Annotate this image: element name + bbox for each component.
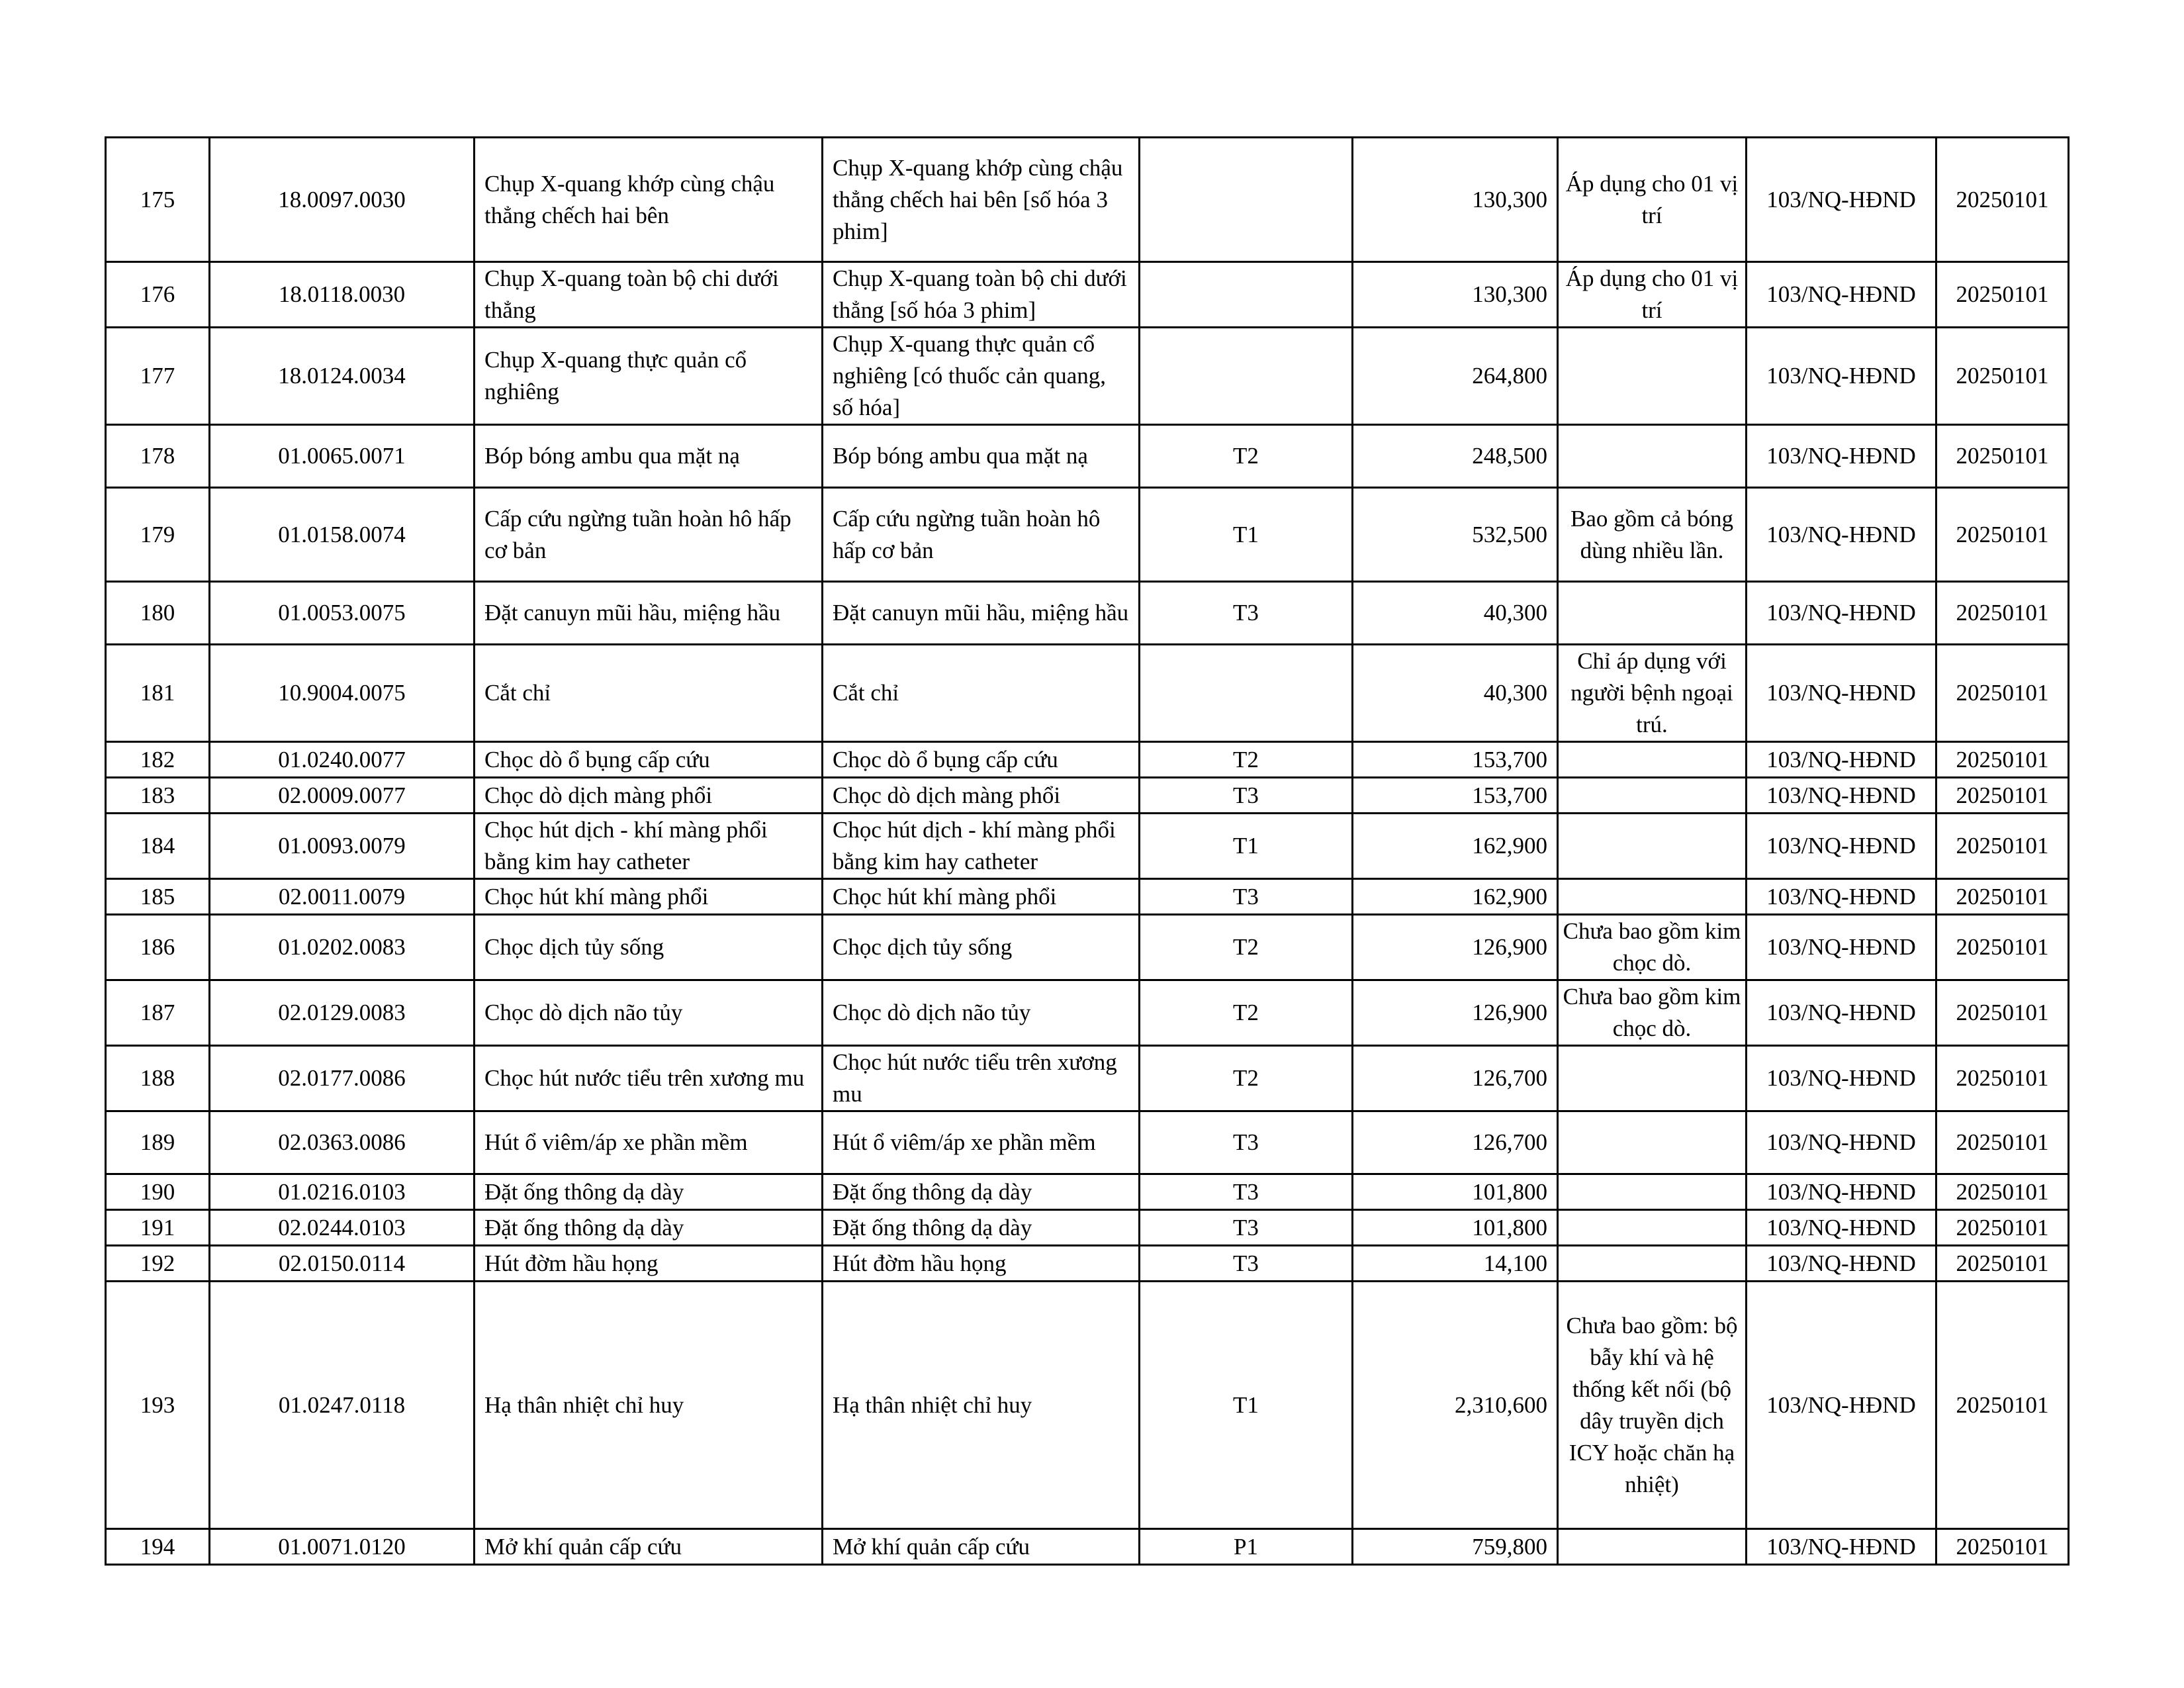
- service-price: 153,700: [1353, 742, 1558, 778]
- decision-number: 103/NQ-HĐND: [1747, 778, 1936, 814]
- row-number: 179: [106, 488, 210, 582]
- procedure-class: T3: [1140, 1210, 1353, 1246]
- service-code: 02.0011.0079: [210, 879, 475, 915]
- service-price: 126,700: [1353, 1111, 1558, 1174]
- service-price: 264,800: [1353, 328, 1558, 425]
- procedure-class: [1140, 262, 1353, 328]
- service-note: Chỉ áp dụng với người bệnh ngoại trú.: [1558, 645, 1747, 742]
- service-name: Chọc dò dịch màng phổi: [475, 778, 823, 814]
- procedure-class: T2: [1140, 980, 1353, 1046]
- service-code: 01.0071.0120: [210, 1529, 475, 1565]
- service-name-detail: Đặt canuyn mũi hầu, miệng hầu: [823, 582, 1140, 645]
- procedure-class: P1: [1140, 1529, 1353, 1565]
- service-name: Đặt canuyn mũi hầu, miệng hầu: [475, 582, 823, 645]
- service-note: [1558, 879, 1747, 915]
- service-name-detail: Chọc hút nước tiểu trên xương mu: [823, 1046, 1140, 1111]
- table-row: [106, 879, 2069, 915]
- effective-date: 20250101: [1936, 582, 2069, 645]
- decision-number: 103/NQ-HĐND: [1747, 1246, 1936, 1282]
- effective-date: 20250101: [1936, 980, 2069, 1046]
- service-name-detail: Chọc hút khí màng phổi: [823, 879, 1140, 915]
- service-name: Chọc hút khí màng phổi: [475, 879, 823, 915]
- service-name-detail: Bóp bóng ambu qua mặt nạ: [823, 425, 1140, 488]
- service-note: [1558, 742, 1747, 778]
- table-row: [106, 645, 2069, 742]
- effective-date: 20250101: [1936, 879, 2069, 915]
- procedure-class: T1: [1140, 488, 1353, 582]
- service-name-detail: Đặt ống thông dạ dày: [823, 1210, 1140, 1246]
- service-price: 14,100: [1353, 1246, 1558, 1282]
- service-code: 18.0097.0030: [210, 138, 475, 262]
- decision-number: 103/NQ-HĐND: [1747, 425, 1936, 488]
- row-number: 186: [106, 915, 210, 980]
- row-number: 183: [106, 778, 210, 814]
- service-name: Cấp cứu ngừng tuần hoàn hô hấp cơ bản: [475, 488, 823, 582]
- row-number: 182: [106, 742, 210, 778]
- row-number: 184: [106, 814, 210, 879]
- service-name: Đặt ống thông dạ dày: [475, 1174, 823, 1210]
- effective-date: 20250101: [1936, 1046, 2069, 1111]
- service-note: Chưa bao gồm kim chọc dò.: [1558, 915, 1747, 980]
- effective-date: 20250101: [1936, 645, 2069, 742]
- table-row: [106, 582, 2069, 645]
- effective-date: 20250101: [1936, 742, 2069, 778]
- service-note: Chưa bao gồm: bộ bẫy khí và hệ thống kết nối (bộ dây truyền dịch ICY hoặc chăn hạ nhiệt): [1558, 1282, 1747, 1529]
- decision-number: 103/NQ-HĐND: [1747, 582, 1936, 645]
- procedure-class: T2: [1140, 1046, 1353, 1111]
- effective-date: 20250101: [1936, 138, 2069, 262]
- table-row: [106, 1529, 2069, 1565]
- service-name: Hạ thân nhiệt chỉ huy: [475, 1282, 823, 1529]
- row-number: 175: [106, 138, 210, 262]
- service-price: 40,300: [1353, 582, 1558, 645]
- procedure-class: [1140, 138, 1353, 262]
- service-code: 01.0202.0083: [210, 915, 475, 980]
- service-code: 02.0244.0103: [210, 1210, 475, 1246]
- service-name-detail: Đặt ống thông dạ dày: [823, 1174, 1140, 1210]
- service-code: 01.0240.0077: [210, 742, 475, 778]
- service-note: Chưa bao gồm kim chọc dò.: [1558, 980, 1747, 1046]
- effective-date: 20250101: [1936, 778, 2069, 814]
- service-name-detail: Chọc dò dịch não tủy: [823, 980, 1140, 1046]
- service-code: 02.0129.0083: [210, 980, 475, 1046]
- table-row: [106, 1174, 2069, 1210]
- service-name-detail: Chụp X-quang khớp cùng chậu thẳng chếch hai bên [số hóa 3 phim]: [823, 138, 1140, 262]
- service-name-detail: Mở khí quản cấp cứu: [823, 1529, 1140, 1565]
- procedure-class: T2: [1140, 742, 1353, 778]
- service-name-detail: Chọc dò ổ bụng cấp cứu: [823, 742, 1140, 778]
- service-name: Chụp X-quang khớp cùng chậu thẳng chếch hai bên: [475, 138, 823, 262]
- table-row: [106, 778, 2069, 814]
- effective-date: 20250101: [1936, 1111, 2069, 1174]
- effective-date: 20250101: [1936, 814, 2069, 879]
- service-name-detail: Chọc hút dịch - khí màng phổi bằng kim hay catheter: [823, 814, 1140, 879]
- decision-number: 103/NQ-HĐND: [1747, 742, 1936, 778]
- service-price: 532,500: [1353, 488, 1558, 582]
- procedure-class: T2: [1140, 915, 1353, 980]
- price-table: [105, 136, 2070, 1566]
- table-row: [106, 328, 2069, 425]
- service-price: 40,300: [1353, 645, 1558, 742]
- service-name-detail: Chụp X-quang thực quản cổ nghiêng [có thuốc cản quang, số hóa]: [823, 328, 1140, 425]
- service-name: Chọc hút nước tiểu trên xương mu: [475, 1046, 823, 1111]
- row-number: 187: [106, 980, 210, 1046]
- service-code: 18.0124.0034: [210, 328, 475, 425]
- service-name-detail: Chụp X-quang toàn bộ chi dưới thẳng [số hóa 3 phim]: [823, 262, 1140, 328]
- table-row: [106, 814, 2069, 879]
- service-code: 02.0009.0077: [210, 778, 475, 814]
- decision-number: 103/NQ-HĐND: [1747, 1174, 1936, 1210]
- service-price: 130,300: [1353, 138, 1558, 262]
- row-number: 193: [106, 1282, 210, 1529]
- row-number: 177: [106, 328, 210, 425]
- procedure-class: T1: [1140, 1282, 1353, 1529]
- service-name: Chọc dò ổ bụng cấp cứu: [475, 742, 823, 778]
- service-price: 162,900: [1353, 814, 1558, 879]
- table-body: [106, 138, 2069, 1565]
- row-number: 185: [106, 879, 210, 915]
- service-code: 01.0158.0074: [210, 488, 475, 582]
- service-note: Bao gồm cả bóng dùng nhiều lần.: [1558, 488, 1747, 582]
- decision-number: 103/NQ-HĐND: [1747, 138, 1936, 262]
- service-price: 130,300: [1353, 262, 1558, 328]
- procedure-class: T3: [1140, 879, 1353, 915]
- service-code: 01.0093.0079: [210, 814, 475, 879]
- decision-number: 103/NQ-HĐND: [1747, 262, 1936, 328]
- row-number: 188: [106, 1046, 210, 1111]
- row-number: 180: [106, 582, 210, 645]
- procedure-class: T1: [1140, 814, 1353, 879]
- service-note: [1558, 1210, 1747, 1246]
- row-number: 194: [106, 1529, 210, 1565]
- service-name: Chọc dò dịch não tủy: [475, 980, 823, 1046]
- procedure-class: T3: [1140, 1174, 1353, 1210]
- service-note: [1558, 814, 1747, 879]
- row-number: 191: [106, 1210, 210, 1246]
- service-price: 162,900: [1353, 879, 1558, 915]
- table-row: [106, 980, 2069, 1046]
- service-note: [1558, 1046, 1747, 1111]
- table-row: [106, 742, 2069, 778]
- service-code: 18.0118.0030: [210, 262, 475, 328]
- table-row: [106, 1046, 2069, 1111]
- effective-date: 20250101: [1936, 1529, 2069, 1565]
- effective-date: 20250101: [1936, 262, 2069, 328]
- service-note: Áp dụng cho 01 vị trí: [1558, 262, 1747, 328]
- service-name: Chọc hút dịch - khí màng phổi bằng kim hay catheter: [475, 814, 823, 879]
- effective-date: 20250101: [1936, 1210, 2069, 1246]
- service-code: 01.0065.0071: [210, 425, 475, 488]
- procedure-class: T3: [1140, 1111, 1353, 1174]
- procedure-class: T2: [1140, 425, 1353, 488]
- decision-number: 103/NQ-HĐND: [1747, 1529, 1936, 1565]
- service-price: 759,800: [1353, 1529, 1558, 1565]
- decision-number: 103/NQ-HĐND: [1747, 1111, 1936, 1174]
- service-price: 126,700: [1353, 1046, 1558, 1111]
- service-note: [1558, 1246, 1747, 1282]
- decision-number: 103/NQ-HĐND: [1747, 488, 1936, 582]
- procedure-class: [1140, 328, 1353, 425]
- effective-date: 20250101: [1936, 425, 2069, 488]
- table-row: [106, 262, 2069, 328]
- decision-number: 103/NQ-HĐND: [1747, 1210, 1936, 1246]
- service-price: 126,900: [1353, 915, 1558, 980]
- decision-number: 103/NQ-HĐND: [1747, 814, 1936, 879]
- row-number: 176: [106, 262, 210, 328]
- decision-number: 103/NQ-HĐND: [1747, 328, 1936, 425]
- service-name: Mở khí quản cấp cứu: [475, 1529, 823, 1565]
- service-code: 02.0177.0086: [210, 1046, 475, 1111]
- service-name-detail: Chọc dịch tủy sống: [823, 915, 1140, 980]
- service-name-detail: Cấp cứu ngừng tuần hoàn hô hấp cơ bản: [823, 488, 1140, 582]
- effective-date: 20250101: [1936, 1174, 2069, 1210]
- decision-number: 103/NQ-HĐND: [1747, 1046, 1936, 1111]
- service-note: [1558, 425, 1747, 488]
- row-number: 178: [106, 425, 210, 488]
- service-price: 248,500: [1353, 425, 1558, 488]
- service-name: Đặt ống thông dạ dày: [475, 1210, 823, 1246]
- service-note: [1558, 1111, 1747, 1174]
- decision-number: 103/NQ-HĐND: [1747, 915, 1936, 980]
- service-name-detail: Chọc dò dịch màng phổi: [823, 778, 1140, 814]
- procedure-class: T3: [1140, 582, 1353, 645]
- service-price: 101,800: [1353, 1210, 1558, 1246]
- service-note: [1558, 778, 1747, 814]
- service-code: 02.0363.0086: [210, 1111, 475, 1174]
- effective-date: 20250101: [1936, 328, 2069, 425]
- decision-number: 103/NQ-HĐND: [1747, 879, 1936, 915]
- procedure-class: T3: [1140, 1246, 1353, 1282]
- service-name: Chụp X-quang thực quản cổ nghiêng: [475, 328, 823, 425]
- service-price: 153,700: [1353, 778, 1558, 814]
- service-note: Áp dụng cho 01 vị trí: [1558, 138, 1747, 262]
- service-code: 02.0150.0114: [210, 1246, 475, 1282]
- row-number: 181: [106, 645, 210, 742]
- service-code: 01.0216.0103: [210, 1174, 475, 1210]
- service-name-detail: Hạ thân nhiệt chỉ huy: [823, 1282, 1140, 1529]
- service-code: 01.0053.0075: [210, 582, 475, 645]
- service-name: Hút đờm hầu họng: [475, 1246, 823, 1282]
- decision-number: 103/NQ-HĐND: [1747, 1282, 1936, 1529]
- effective-date: 20250101: [1936, 1246, 2069, 1282]
- table-row: [106, 1210, 2069, 1246]
- decision-number: 103/NQ-HĐND: [1747, 645, 1936, 742]
- table-row: [106, 425, 2069, 488]
- service-note: [1558, 582, 1747, 645]
- table-row: [106, 1111, 2069, 1174]
- service-name-detail: Hút đờm hầu họng: [823, 1246, 1140, 1282]
- effective-date: 20250101: [1936, 915, 2069, 980]
- service-name: Cắt chỉ: [475, 645, 823, 742]
- table-row: [106, 1246, 2069, 1282]
- effective-date: 20250101: [1936, 488, 2069, 582]
- service-name-detail: Cắt chỉ: [823, 645, 1140, 742]
- table-row: [106, 1282, 2069, 1529]
- service-note: [1558, 1174, 1747, 1210]
- service-price: 2,310,600: [1353, 1282, 1558, 1529]
- table-row: [106, 915, 2069, 980]
- service-code: 10.9004.0075: [210, 645, 475, 742]
- service-note: [1558, 328, 1747, 425]
- row-number: 190: [106, 1174, 210, 1210]
- effective-date: 20250101: [1936, 1282, 2069, 1529]
- row-number: 192: [106, 1246, 210, 1282]
- decision-number: 103/NQ-HĐND: [1747, 980, 1936, 1046]
- row-number: 189: [106, 1111, 210, 1174]
- service-price: 101,800: [1353, 1174, 1558, 1210]
- service-price: 126,900: [1353, 980, 1558, 1046]
- service-code: 01.0247.0118: [210, 1282, 475, 1529]
- service-name: Chụp X-quang toàn bộ chi dưới thẳng: [475, 262, 823, 328]
- service-name: Hút ổ viêm/áp xe phần mềm: [475, 1111, 823, 1174]
- service-name-detail: Hút ổ viêm/áp xe phần mềm: [823, 1111, 1140, 1174]
- table-row: [106, 488, 2069, 582]
- service-note: [1558, 1529, 1747, 1565]
- table-row: [106, 138, 2069, 262]
- procedure-class: [1140, 645, 1353, 742]
- procedure-class: T3: [1140, 778, 1353, 814]
- service-name: Bóp bóng ambu qua mặt nạ: [475, 425, 823, 488]
- service-name: Chọc dịch tủy sống: [475, 915, 823, 980]
